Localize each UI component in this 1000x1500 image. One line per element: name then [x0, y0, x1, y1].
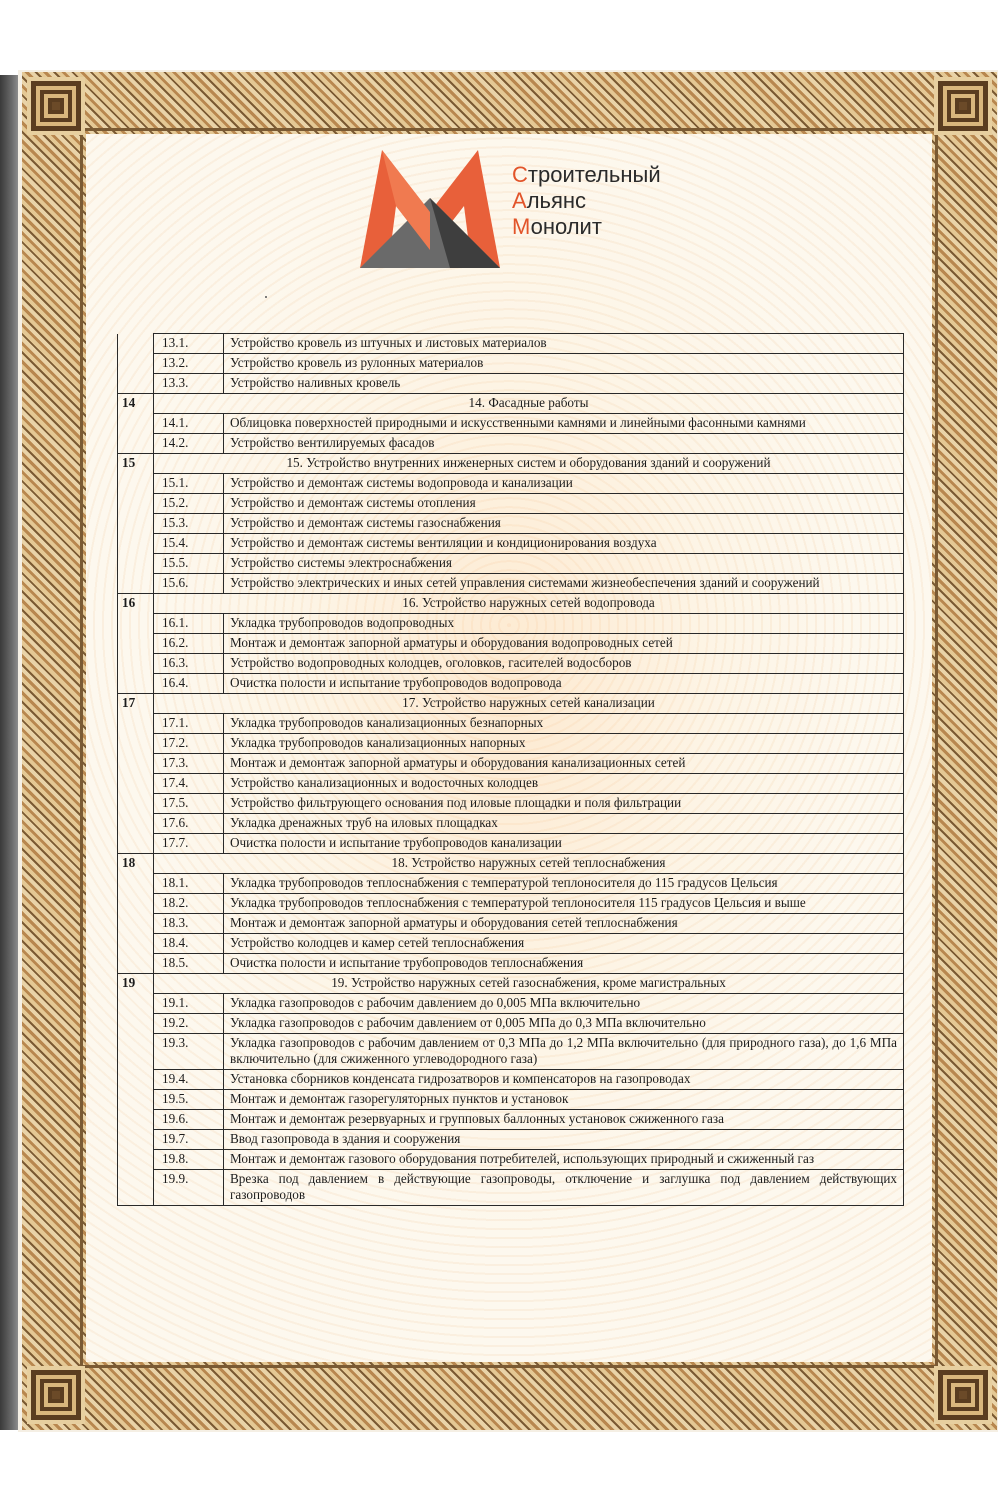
item-code: 16.1. — [154, 614, 224, 634]
item-description: Устройство и демонтаж системы отопления — [224, 494, 904, 514]
item-description: Монтаж и демонтаж запорной арматуры и оборудования водопроводных сетей — [224, 634, 904, 654]
item-description: Монтаж и демонтаж запорной арматуры и оборудования канализационных сетей — [224, 754, 904, 774]
item-code: 18.2. — [154, 894, 224, 914]
stray-mark — [265, 296, 267, 298]
item-description: Устройство колодцев и камер сетей теплоснабжения — [224, 934, 904, 954]
section-number-cell — [118, 554, 154, 574]
section-number-cell — [118, 534, 154, 554]
company-name-line-1: Строительный — [512, 162, 661, 187]
section-number-cell — [118, 434, 154, 454]
section-number-cell — [118, 374, 154, 394]
section-number-cell — [118, 794, 154, 814]
item-description: Устройство водопроводных колодцев, оголовков, гасителей водосборов — [224, 654, 904, 674]
table-section-row — [118, 594, 904, 614]
item-description: Устройство и демонтаж системы газоснабжения — [224, 514, 904, 534]
corner-ornament-bottom-left — [27, 1366, 85, 1424]
table-row — [118, 354, 904, 374]
table-row — [118, 814, 904, 834]
section-number-cell — [118, 774, 154, 794]
item-description: Устройство фильтрующего основания под иловые площадки и поля фильтрации — [224, 794, 904, 814]
section-number-cell — [118, 1070, 154, 1090]
section-number-cell — [118, 654, 154, 674]
item-description: Очистка полости и испытание трубопроводов канализации — [224, 834, 904, 854]
section-title: 14. Фасадные работы — [154, 394, 904, 414]
item-description: Установка сборников конденсата гидрозатворов и компенсаторов на газопроводах — [224, 1070, 904, 1090]
item-description: Врезка под давлением в действующие газопроводы, отключение и заглушка под давлением действующих газопроводов — [224, 1170, 904, 1206]
item-code: 13.2. — [154, 354, 224, 374]
table-row — [118, 934, 904, 954]
item-description: Устройство и демонтаж системы водопровода и канализации — [224, 474, 904, 494]
item-code: 15.2. — [154, 494, 224, 514]
item-description: Укладка газопроводов с рабочим давлением от 0,005 МПа до 0,3 МПа включительно — [224, 1014, 904, 1034]
item-code: 17.7. — [154, 834, 224, 854]
section-number-cell — [118, 1170, 154, 1206]
item-code: 19.9. — [154, 1170, 224, 1206]
table-row — [118, 994, 904, 1014]
table-row — [118, 1150, 904, 1170]
item-description: Устройство кровель из штучных и листовых материалов — [224, 334, 904, 354]
item-code: 14.2. — [154, 434, 224, 454]
item-description: Укладка газопроводов с рабочим давлением до 0,005 МПа включительно — [224, 994, 904, 1014]
item-code: 19.1. — [154, 994, 224, 1014]
item-code: 13.1. — [154, 334, 224, 354]
company-name-line-2: Альянс — [512, 188, 587, 213]
table-row — [118, 534, 904, 554]
section-number-cell — [118, 1034, 154, 1070]
item-code: 17.1. — [154, 714, 224, 734]
item-description: Монтаж и демонтаж газового оборудования потребителей, использующих природный и сжиженный газ — [224, 1150, 904, 1170]
works-table-body — [118, 334, 904, 1206]
section-number-cell — [118, 1150, 154, 1170]
section-number-cell — [118, 614, 154, 634]
item-description: Монтаж и демонтаж резервуарных и групповых баллонных установок сжиженного газа — [224, 1110, 904, 1130]
item-code: 17.4. — [154, 774, 224, 794]
item-description: Ввод газопровода в здания и сооружения — [224, 1130, 904, 1150]
section-number-cell — [118, 814, 154, 834]
table-row — [118, 774, 904, 794]
item-code: 15.3. — [154, 514, 224, 534]
table-row — [118, 754, 904, 774]
corner-ornament-top-right — [934, 77, 992, 135]
item-code: 16.3. — [154, 654, 224, 674]
section-number-cell — [118, 834, 154, 854]
table-row — [118, 474, 904, 494]
table-row — [118, 734, 904, 754]
section-number-cell — [118, 894, 154, 914]
table-row — [118, 794, 904, 814]
item-code: 18.3. — [154, 914, 224, 934]
table-section-row — [118, 394, 904, 414]
item-description: Устройство наливных кровель — [224, 374, 904, 394]
table-row — [118, 434, 904, 454]
section-number-cell — [118, 1090, 154, 1110]
item-code: 19.4. — [154, 1070, 224, 1090]
table-section-row — [118, 454, 904, 474]
table-row — [118, 574, 904, 594]
section-number-cell — [118, 874, 154, 894]
table-section-row — [118, 694, 904, 714]
section-number-cell — [118, 334, 154, 354]
item-description: Укладка трубопроводов теплоснабжения с температурой теплоносителя до 115 градусов Цельсия — [224, 874, 904, 894]
section-number: 17 — [118, 694, 154, 714]
item-code: 19.7. — [154, 1130, 224, 1150]
item-description: Устройство вентилируемых фасадов — [224, 434, 904, 454]
table-row — [118, 1110, 904, 1130]
item-code: 18.4. — [154, 934, 224, 954]
section-number: 16 — [118, 594, 154, 614]
table-row — [118, 1034, 904, 1070]
table-row — [118, 1070, 904, 1090]
item-description: Укладка трубопроводов теплоснабжения с температурой теплоносителя 115 градусов Цельсия и выше — [224, 894, 904, 914]
section-number-cell — [118, 494, 154, 514]
item-code: 17.2. — [154, 734, 224, 754]
section-number: 15 — [118, 454, 154, 474]
section-number-cell — [118, 914, 154, 934]
item-description: Облицовка поверхностей природными и искусственными камнями и линейными фасонными камнями — [224, 414, 904, 434]
section-number-cell — [118, 514, 154, 534]
item-code: 19.2. — [154, 1014, 224, 1034]
section-number-cell — [118, 414, 154, 434]
section-number-cell — [118, 934, 154, 954]
item-description: Укладка дренажных труб на иловых площадках — [224, 814, 904, 834]
item-description: Очистка полости и испытание трубопроводов водопровода — [224, 674, 904, 694]
section-title: 18. Устройство наружных сетей теплоснабжения — [154, 854, 904, 874]
item-description: Монтаж и демонтаж запорной арматуры и оборудования сетей теплоснабжения — [224, 914, 904, 934]
section-number-cell — [118, 1014, 154, 1034]
section-number-cell — [118, 634, 154, 654]
item-description: Монтаж и демонтаж газорегуляторных пунктов и установок — [224, 1090, 904, 1110]
section-title: 16. Устройство наружных сетей водопровода — [154, 594, 904, 614]
item-code: 15.6. — [154, 574, 224, 594]
table-row — [118, 1090, 904, 1110]
table-row — [118, 374, 904, 394]
company-name-line-3: Монолит — [512, 214, 602, 239]
table-row — [118, 514, 904, 534]
table-section-row — [118, 974, 904, 994]
section-title: 19. Устройство наружных сетей газоснабжения, кроме магистральных — [154, 974, 904, 994]
item-code: 19.3. — [154, 1034, 224, 1070]
item-description: Устройство и демонтаж системы вентиляции и кондиционирования воздуха — [224, 534, 904, 554]
table-row — [118, 654, 904, 674]
item-description: Укладка трубопроводов канализационных безнапорных — [224, 714, 904, 734]
section-number: 19 — [118, 974, 154, 994]
item-code: 15.1. — [154, 474, 224, 494]
table-row — [118, 614, 904, 634]
section-number-cell — [118, 574, 154, 594]
table-row — [118, 914, 904, 934]
table-row — [118, 634, 904, 654]
item-code: 15.4. — [154, 534, 224, 554]
table-row — [118, 834, 904, 854]
item-code: 18.5. — [154, 954, 224, 974]
item-code: 17.5. — [154, 794, 224, 814]
item-description: Устройство канализационных и водосточных колодцев — [224, 774, 904, 794]
corner-ornament-top-left — [27, 77, 85, 135]
company-logo-icon — [360, 150, 500, 268]
section-number-cell — [118, 994, 154, 1014]
item-code: 17.3. — [154, 754, 224, 774]
works-table — [117, 333, 904, 1206]
item-code: 17.6. — [154, 814, 224, 834]
table-row — [118, 1014, 904, 1034]
item-code: 19.6. — [154, 1110, 224, 1130]
section-number-cell — [118, 474, 154, 494]
item-description: Укладка трубопроводов канализационных напорных — [224, 734, 904, 754]
table-row — [118, 494, 904, 514]
section-number-cell — [118, 354, 154, 374]
table-row — [118, 954, 904, 974]
table-row — [118, 334, 904, 354]
table-row — [118, 714, 904, 734]
section-number: 18 — [118, 854, 154, 874]
item-code: 18.1. — [154, 874, 224, 894]
table-row — [118, 894, 904, 914]
item-description: Очистка полости и испытание трубопроводов теплоснабжения — [224, 954, 904, 974]
section-number-cell — [118, 754, 154, 774]
item-code: 14.1. — [154, 414, 224, 434]
table-row — [118, 674, 904, 694]
table-section-row — [118, 854, 904, 874]
item-description: Устройство системы электроснабжения — [224, 554, 904, 574]
section-number-cell — [118, 1110, 154, 1130]
item-code: 19.5. — [154, 1090, 224, 1110]
table-row — [118, 1130, 904, 1150]
section-number-cell — [118, 714, 154, 734]
section-title: 15. Устройство внутренних инженерных систем и оборудования зданий и сооружений — [154, 454, 904, 474]
item-description: Укладка газопроводов с рабочим давлением от 0,3 МПа до 1,2 МПа включительно (для природного газа), до 1,6 МПа включительно (для сжиженного углеводородного газа) — [224, 1034, 904, 1070]
item-code: 16.2. — [154, 634, 224, 654]
section-number-cell — [118, 674, 154, 694]
section-number: 14 — [118, 394, 154, 414]
item-code: 13.3. — [154, 374, 224, 394]
item-description: Устройство кровель из рулонных материалов — [224, 354, 904, 374]
item-description: Укладка трубопроводов водопроводных — [224, 614, 904, 634]
company-name — [512, 162, 661, 240]
corner-ornament-bottom-right — [934, 1366, 992, 1424]
table-row — [118, 1170, 904, 1206]
item-description: Устройство электрических и иных сетей управления системами жизнеобеспечения зданий и сооружений — [224, 574, 904, 594]
section-number-cell — [118, 1130, 154, 1150]
section-number-cell — [118, 954, 154, 974]
works-table-container — [117, 333, 903, 1206]
table-row — [118, 554, 904, 574]
item-code: 16.4. — [154, 674, 224, 694]
table-row — [118, 414, 904, 434]
section-title: 17. Устройство наружных сетей канализации — [154, 694, 904, 714]
item-code: 15.5. — [154, 554, 224, 574]
section-number-cell — [118, 734, 154, 754]
table-row — [118, 874, 904, 894]
item-code: 19.8. — [154, 1150, 224, 1170]
